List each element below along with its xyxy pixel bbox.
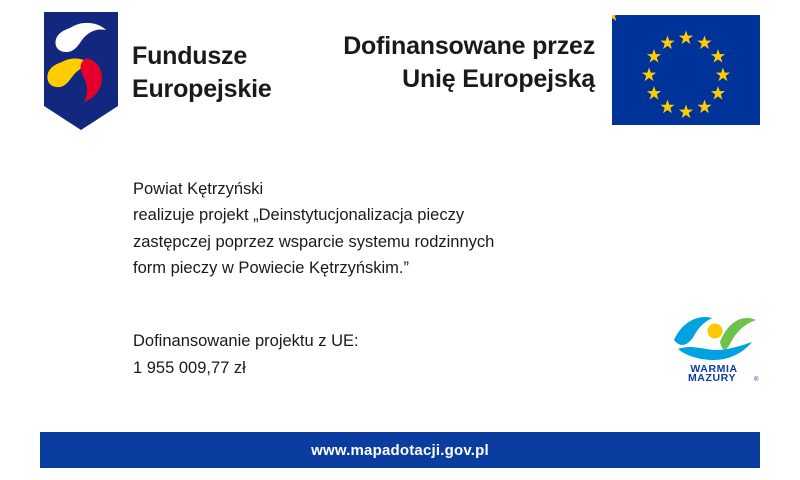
svg-text:MAZURY: MAZURY: [687, 372, 737, 382]
project-line-2: realizuje projekt „Deinstytucjonalizacja pieczy: [133, 206, 465, 225]
warmia-mazury-logo-icon: [668, 306, 760, 382]
slogan-line1: Dofinansowane przez: [343, 32, 595, 60]
eu-funds-flag-mark-icon: [40, 10, 122, 132]
svg-text:WARMIA: WARMIA: [690, 363, 738, 375]
project-line-1: Powiat Kętrzyński: [133, 180, 264, 198]
eu-funds-logo-line1: Fundusze: [132, 42, 248, 70]
header-band: [0, 0, 800, 140]
slogan: [300, 30, 595, 96]
project-line-4: form pieczy w Powiecie Kętrzyńskim.”: [133, 259, 409, 278]
footer-url[interactable]: www.mapadotacji.gov.pl: [311, 441, 489, 459]
funding-info: [133, 328, 553, 382]
svg-text:®: ®: [754, 377, 759, 382]
project-line-3: zastępczej poprzez wsparcie systemu rodzinnych: [133, 232, 495, 251]
funding-amount: 1 955 009,77 zł: [133, 359, 246, 378]
footer-band: [40, 432, 760, 468]
project-description: [133, 176, 653, 282]
eu-funds-logo-line2: Europejskie: [132, 75, 272, 103]
eu-funds-logo: [40, 10, 298, 132]
eu-funds-logo-text: [132, 40, 272, 106]
european-union-flag-icon: [612, 15, 760, 125]
funding-label: Dofinansowanie projektu z UE:: [133, 332, 359, 350]
slogan-line2: Unię Europejską: [402, 65, 595, 93]
